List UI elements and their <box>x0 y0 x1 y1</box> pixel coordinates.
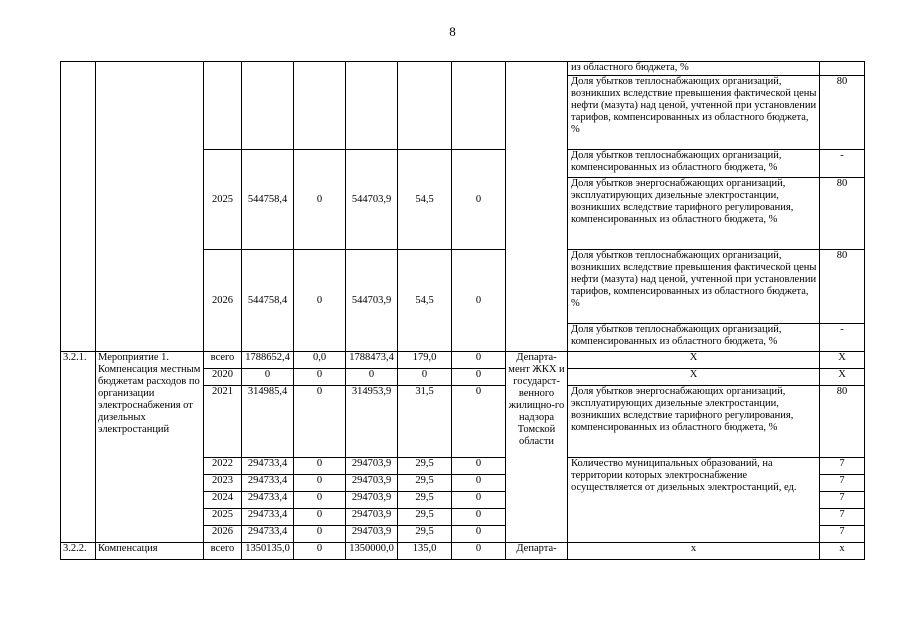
value-cell: 7 <box>820 475 865 492</box>
other-cell: 0 <box>452 369 506 386</box>
value-cell: 7 <box>820 509 865 526</box>
local-cell: 29,5 <box>398 526 452 543</box>
indicator-cell: Доля убытков теплоснабжающих организаций, возникших вследствие превышения фактической цены нефти (мазута) над ценой, учтенной при установлении тарифов, компенсированных из областного бюджета, % <box>568 250 820 324</box>
federal-cell: 0 <box>294 150 346 250</box>
indicator-x-mark: Х <box>568 369 820 386</box>
indicator-cell: из областного бюджета, % <box>568 62 820 76</box>
local-cell: 54,5 <box>398 150 452 250</box>
regional-cell: 1788473,4 <box>346 352 398 369</box>
year-cell: 2026 <box>204 526 242 543</box>
table-row <box>61 352 865 369</box>
other-cell: 0 <box>452 150 506 250</box>
other-cell: 0 <box>452 352 506 369</box>
other-cell: 0 <box>452 475 506 492</box>
total-cell: 1350135,0 <box>242 543 294 560</box>
value-cell: 80 <box>820 386 865 458</box>
federal-cell: 0 <box>294 475 346 492</box>
value-cell <box>820 62 865 76</box>
indicator-cell: Доля убытков теплоснабжающих организаций, компенсированных из областного бюджета, % <box>568 324 820 352</box>
year-cell: 2021 <box>204 386 242 458</box>
indicator-x-mark: х <box>568 543 820 560</box>
other-cell: 0 <box>452 526 506 543</box>
total-cell: 294733,4 <box>242 492 294 509</box>
federal-cell: 0 <box>294 250 346 352</box>
measure-name: Мероприятие 1. Компенсация местным бюджетам расходов по организации электроснабжения от дизельных электростанций <box>96 352 204 543</box>
indicator-cell: Доля убытков энергоснабжающих организаций, эксплуатирующих дизельные электростанции, возникших вследствие тарифного регулирования, компенсированных из областного бюджета, % <box>568 386 820 458</box>
local-cell: 54,5 <box>398 250 452 352</box>
total-cell: 1788652,4 <box>242 352 294 369</box>
executor-cell-empty <box>506 62 568 352</box>
federal-cell: 0 <box>294 509 346 526</box>
year-cell: 2026 <box>204 250 242 352</box>
federal-cell: 0 <box>294 369 346 386</box>
regional-cell: 544703,9 <box>346 250 398 352</box>
executor-cell: Департа-мент ЖКХ и государст-венного жилищно-го надзора Томской области <box>506 352 568 543</box>
regional-cell: 544703,9 <box>346 150 398 250</box>
total-cell: 544758,4 <box>242 250 294 352</box>
regional-cell: 294703,9 <box>346 492 398 509</box>
total-cell: 544758,4 <box>242 150 294 250</box>
total-cell: 0 <box>242 369 294 386</box>
total-cell: 294733,4 <box>242 458 294 475</box>
local-cell: 29,5 <box>398 475 452 492</box>
other-cell: 0 <box>452 386 506 458</box>
executor-cell: Департа- <box>506 543 568 560</box>
value-cell: - <box>820 150 865 178</box>
local-cell: 29,5 <box>398 509 452 526</box>
federal-cell: 0 <box>294 526 346 543</box>
local-cell: 29,5 <box>398 458 452 475</box>
year-cell: 2025 <box>204 150 242 250</box>
regional-cell: 314953,9 <box>346 386 398 458</box>
total-cell: 294733,4 <box>242 526 294 543</box>
federal-cell: 0 <box>294 543 346 560</box>
year-cell: 2020 <box>204 369 242 386</box>
year-cell: 2023 <box>204 475 242 492</box>
other-cell: 0 <box>452 250 506 352</box>
local-cell: 135,0 <box>398 543 452 560</box>
indicator-cell: Доля убытков теплоснабжающих организаций, возникших вследствие превышения фактической цены нефти (мазута) над ценой, учтенной при установлении тарифов, компенсированных из областного бюджета, % <box>568 76 820 150</box>
year-cell: всего <box>204 543 242 560</box>
regional-cell: 294703,9 <box>346 458 398 475</box>
federal-cell: 0 <box>294 458 346 475</box>
value-cell: 7 <box>820 492 865 509</box>
year-cell: 2025 <box>204 509 242 526</box>
other-cell: 0 <box>452 509 506 526</box>
local-cell: 179,0 <box>398 352 452 369</box>
year-cell: 2022 <box>204 458 242 475</box>
federal-cell: 0,0 <box>294 352 346 369</box>
regional-cell: 1350000,0 <box>346 543 398 560</box>
federal-cell: 0 <box>294 386 346 458</box>
total-cell: 314985,4 <box>242 386 294 458</box>
value-cell: - <box>820 324 865 352</box>
other-cell: 0 <box>452 458 506 475</box>
regional-cell: 0 <box>346 369 398 386</box>
value-x-mark: Х <box>820 352 865 369</box>
value-cell: 80 <box>820 178 865 250</box>
measure-name: Компенсация <box>96 543 204 560</box>
year-cell: 2024 <box>204 492 242 509</box>
program-table <box>60 61 865 560</box>
indicator-cell: Количество муниципальных образований, на территории которых электроснабжение осуществляется от дизельных электростанций, ед. <box>568 458 820 543</box>
page-number: 8 <box>449 24 456 39</box>
table-row <box>61 543 865 560</box>
measure-number: 3.2.2. <box>61 543 96 560</box>
value-cell: 7 <box>820 458 865 475</box>
total-cell: 294733,4 <box>242 475 294 492</box>
value-cell: 80 <box>820 76 865 150</box>
value-x-mark: Х <box>820 369 865 386</box>
local-cell: 0 <box>398 369 452 386</box>
regional-cell: 294703,9 <box>346 509 398 526</box>
value-cell: 7 <box>820 526 865 543</box>
regional-cell: 294703,9 <box>346 526 398 543</box>
value-x-mark: х <box>820 543 865 560</box>
indicator-x-mark: Х <box>568 352 820 369</box>
year-cell-empty <box>204 62 242 150</box>
num-cell-empty <box>61 62 96 352</box>
regional-cell: 294703,9 <box>346 475 398 492</box>
year-cell: всего <box>204 352 242 369</box>
federal-cell: 0 <box>294 492 346 509</box>
total-cell: 294733,4 <box>242 509 294 526</box>
other-cell: 0 <box>452 492 506 509</box>
value-cell: 80 <box>820 250 865 324</box>
other-cell: 0 <box>452 543 506 560</box>
name-cell-empty <box>96 62 204 352</box>
local-cell: 31,5 <box>398 386 452 458</box>
local-cell: 29,5 <box>398 492 452 509</box>
table-row <box>61 62 865 76</box>
indicator-cell: Доля убытков теплоснабжающих организаций, компенсированных из областного бюджета, % <box>568 150 820 178</box>
measure-number: 3.2.1. <box>61 352 96 543</box>
indicator-cell: Доля убытков энергоснабжающих организаций, эксплуатирующих дизельные электростанции, возникших вследствие тарифного регулирования, компенсированных из областного бюджета, % <box>568 178 820 250</box>
